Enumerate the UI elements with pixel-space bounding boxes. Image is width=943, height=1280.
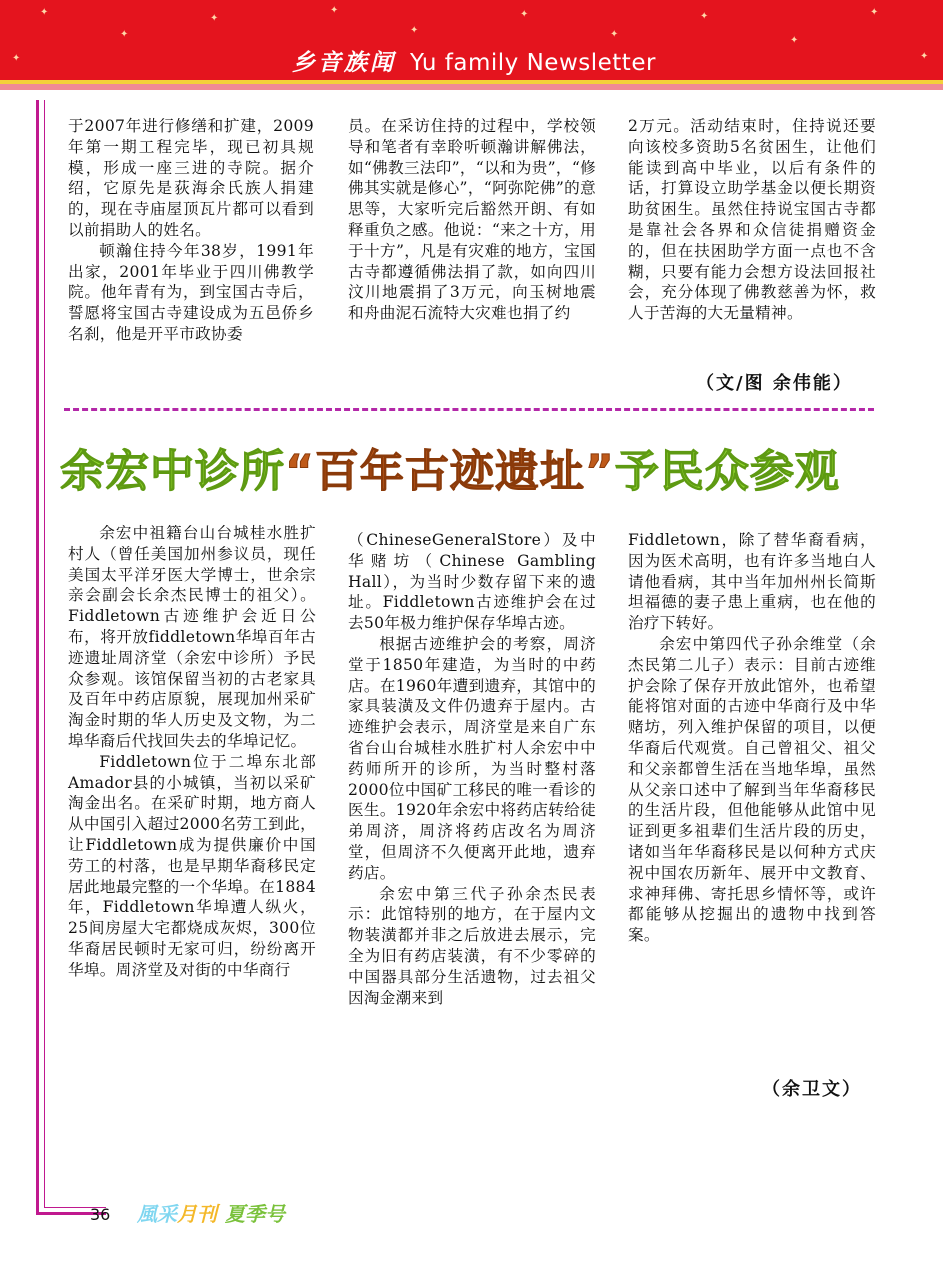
paragraph: Fiddletown，除了替华裔看病，因为医术高明，也有许多当地白人请他看病，其中当年加州州长简斯坦福德的妻子患上重病，也在他的治疗下转好。 [628,531,876,633]
page-frame-line [44,100,45,1208]
article1-column-1 [68,116,314,345]
paragraph: 余宏中祖籍台山台城桂水胜扩村人（曾任美国加州参议员，现任美国太平洋牙医大学博士，世余宗亲会副会长余杰民博士的祖父）。Fiddletown古迹维护会近日公布，将开放fiddletown华埠百年古迹遗址周济堂（余宏中诊所）予民众参观。该馆保留当初的古老家具及百年中药店原貌，展现加州采矿淘金时期的华人历史及文物，为二埠华裔后代找回失去的华埠记忆。 [68,524,316,750]
article2-credit: （余卫文） [762,1079,862,1100]
decor-sparkle: ✦ [610,29,619,40]
decor-sparkle: ✦ [790,35,799,46]
decor-sparkle: ✦ [410,25,419,36]
article2-column-1 [68,523,316,981]
decor-sparkle: ✦ [870,7,879,18]
article1-column-2 [348,116,596,324]
decor-sparkle: ✦ [210,13,219,24]
paragraph: 于2007年进行修缮和扩建，2009年第一期工程完毕，现已初具规模，形成一座三进的寺院。据介绍，它原先是荻海余氏族人捐建的，现在寺庙屋顶瓦片都可以看到以前捐助人的姓名。 [68,117,314,239]
decor-sparkle: ✦ [920,51,929,62]
magazine-brand [137,1200,285,1228]
headline-part-1: 余宏中诊所 [60,446,285,497]
paragraph: 余宏中第三代子孙余杰民表示：此馆特别的地方，在于屋内文物装潢都并非之后放进去展示，完全为旧有药店装潢，有不少零碎的中国器具部分生活遗物，过去祖父因淘金潮来到 [348,884,596,1007]
paragraph: 员。在采访住持的过程中，学校领导和笔者有幸聆听顿瀚讲解佛法，如“佛教三法印”，“以和为贵”，“修佛其实就是修心”，“阿弥陀佛”的意思等，大家听完后豁然开朗、有如释重负之感。他说：“来之十方，用于十方”，凡是有灾难的地方，宝国古寺都遵循佛法捐了款，如向四川汶川地震捐了3万元，向玉树地震和舟曲泥石流特大灾难也捐了约 [348,117,596,323]
brand-name-1: 風采 [137,1202,177,1226]
masthead-title-zh: 乡音族闻 [292,50,396,76]
edition-label: 夏季号 [225,1202,285,1226]
brand-name-2: 月刊 [177,1202,217,1226]
paragraph: 2万元。活动结束时，住持说还要向该校多资助5名贫困生，让他们能读到高中毕业，以后有条件的话，打算设立助学基金以便长期资助贫困生。虽然住持说宝国古寺都是靠社会各界和众信徒捐赠资金的，但在扶困助学方面一点也不含糊，只要有能力会想方设法回报社会，充分体现了佛教慈善为怀，救人于苦海的大无量精神。 [628,117,876,323]
decor-sparkle: ✦ [12,53,21,64]
headline-part-3: 予民众参观 [614,446,840,497]
article1-credit: （文/图 余伟能） [696,373,853,394]
decor-sparkle: ✦ [40,7,49,18]
page-frame-line [36,100,39,1215]
decor-sparkle: ✦ [700,11,709,22]
headline-part-2: “百年古迹遗址” [285,446,615,497]
section-divider [64,408,874,411]
masthead-title-en: Yu family Newsletter [410,50,656,76]
article2-column-3 [628,530,876,946]
newsletter-masthead [292,48,656,78]
article1-column-3 [628,116,876,324]
article2-headline [60,442,890,502]
paragraph: 余宏中第四代子孙余维堂（余杰民第二儿子）表示：目前古迹维护会除了保存开放此馆外，也希望能将馆对面的古迹中华商行及中华赌坊，列入维护保留的项目，以便华裔后代观赏。自己曾祖父、祖父和父亲都曾生活在当地华埠，虽然从父亲口述中了解到当年华裔移民的生活片段，但他能够从此馆中见证到更多祖辈们生活片段的历史，诸如当年华裔移民是以何种方式庆祝中国农历新年、展开中文教育、求神拜佛、寄托思乡情怀等，或许都能够从挖掘出的遗物中找到答案。 [628,634,876,945]
header-stripe-pink [0,84,943,90]
header-band [0,0,943,80]
paragraph: （ChineseGeneralStore）及中华赌坊（Chinese Gambling Hall），为当时少数存留下来的遗址。Fiddletown古迹维护会在过去50年极力维护保存华埠古迹。 [348,531,596,633]
paragraph: Fiddletown位于二埠东北部Amador县的小城镇，当初以采矿淘金出名。在采矿时期，地方商人从中国引入超过2000名劳工到此，让Fiddletown成为提供廉价中国劳工的村落，也是早期华裔移民定居此地最完整的一个华埠。在1884年，Fiddletown华埠遭人纵火，25间房屋大宅都烧成灰烬，300位华裔居民顿时无家可归，纷纷离开华埠。周济堂及对街的中华商行 [68,752,316,979]
article2-column-2 [348,530,596,1008]
paragraph: 顿瀚住持今年38岁，1991年出家，2001年毕业于四川佛教学院。他年青有为，到宝国古寺后，誓愿将宝国古寺建设成为五邑侨乡名刹，他是开平市政协委 [68,241,314,343]
page-number: 36 [90,1205,111,1224]
decor-sparkle: ✦ [520,9,529,20]
decor-sparkle: ✦ [120,29,129,40]
paragraph: 根据古迹维护会的考察，周济堂于1850年建造，为当时的中药店。在1960年遭到遗弃，其馆中的家具装潢及文件仍遗弃于屋内。古迹维护会表示，周济堂是来自广东省台山台城桂水胜扩村人余宏中中药师所开的诊所，为当时整村落2000位中国矿工移民的唯一看诊的医生。1920年余宏中将药店转给徒弟周济，周济将药店改名为周济堂，但周济不久便离开此地，遗弃药店。 [348,634,596,882]
decor-sparkle: ✦ [330,5,339,16]
